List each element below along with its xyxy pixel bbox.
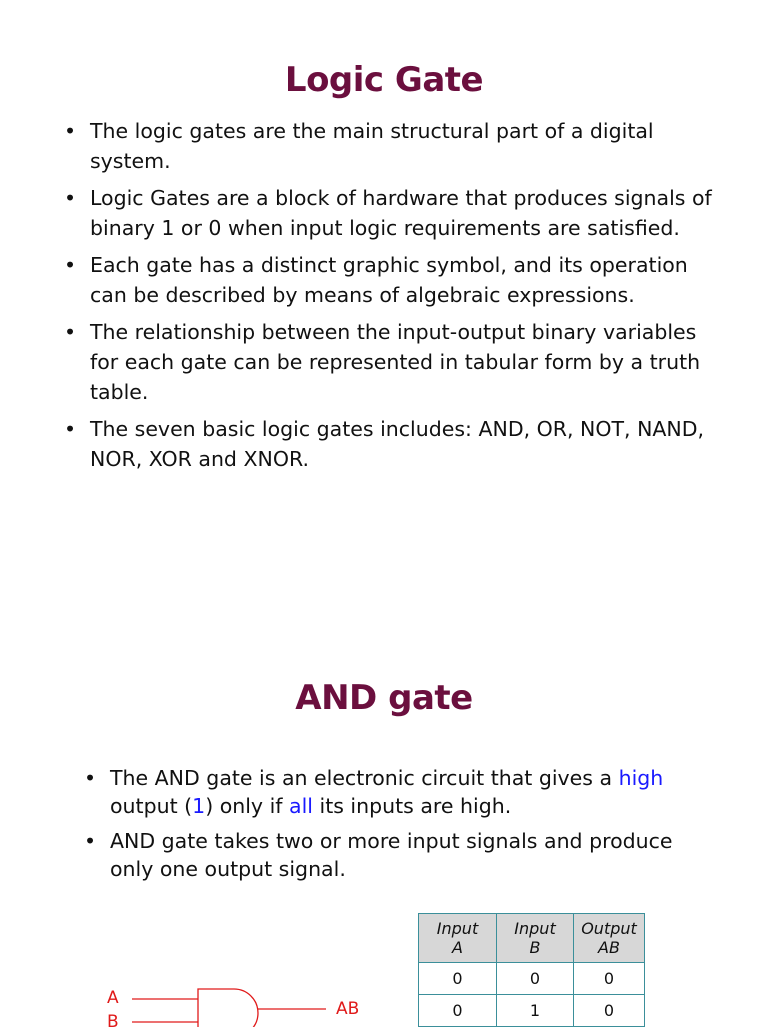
header-line: B — [529, 938, 541, 957]
table-row — [419, 995, 645, 1027]
truth-table — [418, 913, 645, 1027]
list-item — [62, 183, 712, 243]
table-cell: 0 — [497, 963, 574, 995]
bullet-icon: • — [64, 119, 77, 143]
bullet-icon: • — [64, 320, 77, 344]
bullet-text: The relationship between the input-output binary variables for each gate can be represented in tabular form by a truth table. — [90, 320, 701, 404]
list-item — [62, 250, 712, 310]
bullet-text: The seven basic logic gates includes: AND, OR, NOT, NAND, NOR, XOR and XNOR. — [90, 417, 705, 471]
table-cell: 0 — [419, 995, 497, 1027]
and-gate-bullet-list — [82, 764, 702, 890]
logic-gate-bullet-list — [62, 116, 712, 481]
and-gate-symbol-icon — [100, 980, 380, 1027]
column-header — [574, 914, 645, 963]
list-item — [82, 764, 702, 820]
bullet-icon: • — [84, 766, 97, 790]
table-header-row — [419, 914, 645, 963]
highlight-high: high — [618, 766, 664, 790]
table-cell: 0 — [574, 995, 645, 1027]
list-item — [62, 317, 712, 407]
table-cell: 0 — [419, 963, 497, 995]
list-item — [82, 827, 702, 883]
page-title-and-gate: AND gate — [295, 678, 473, 718]
column-header — [419, 914, 497, 963]
text-run: output ( — [110, 794, 193, 818]
text-run: its inputs are high. — [312, 794, 512, 818]
column-header — [497, 914, 574, 963]
bullet-text: The logic gates are the main structural part of a digital system. — [90, 119, 654, 173]
highlight-all: all — [289, 794, 313, 818]
table-cell: 0 — [574, 963, 645, 995]
header-line: Output — [581, 919, 637, 938]
header-line: Input — [436, 919, 479, 938]
header-line: Input — [514, 919, 556, 938]
header-line: AB — [598, 938, 620, 957]
bullet-text: Logic Gates are a block of hardware that produces signals of binary 1 or 0 when input logic requirements are satisfied. — [90, 186, 712, 240]
header-line: A — [452, 938, 463, 957]
input-a-label: A — [107, 988, 119, 1008]
bullet-icon: • — [64, 417, 77, 441]
bullet-text: Each gate has a distinct graphic symbol, and its operation can be described by means of algebraic expressions. — [90, 253, 688, 307]
highlight-one: 1 — [192, 794, 206, 818]
table-cell: 1 — [497, 995, 574, 1027]
bullet-icon: • — [64, 186, 77, 210]
and-gate-body — [198, 989, 258, 1027]
list-item — [62, 116, 712, 176]
text-run: The AND gate is an electronic circuit that gives a — [110, 766, 619, 790]
bullet-icon: • — [64, 253, 77, 277]
input-b-label: B — [107, 1012, 119, 1027]
bullet-icon: • — [84, 829, 97, 853]
list-item — [62, 414, 712, 474]
bullet-text: AND gate takes two or more input signals and produce only one output signal. — [110, 829, 673, 881]
page-title-logic-gate: Logic Gate — [284, 60, 484, 100]
table-row — [419, 963, 645, 995]
bullet-text — [110, 766, 663, 818]
output-label: AB — [336, 999, 360, 1019]
text-run: ) only if — [205, 794, 290, 818]
